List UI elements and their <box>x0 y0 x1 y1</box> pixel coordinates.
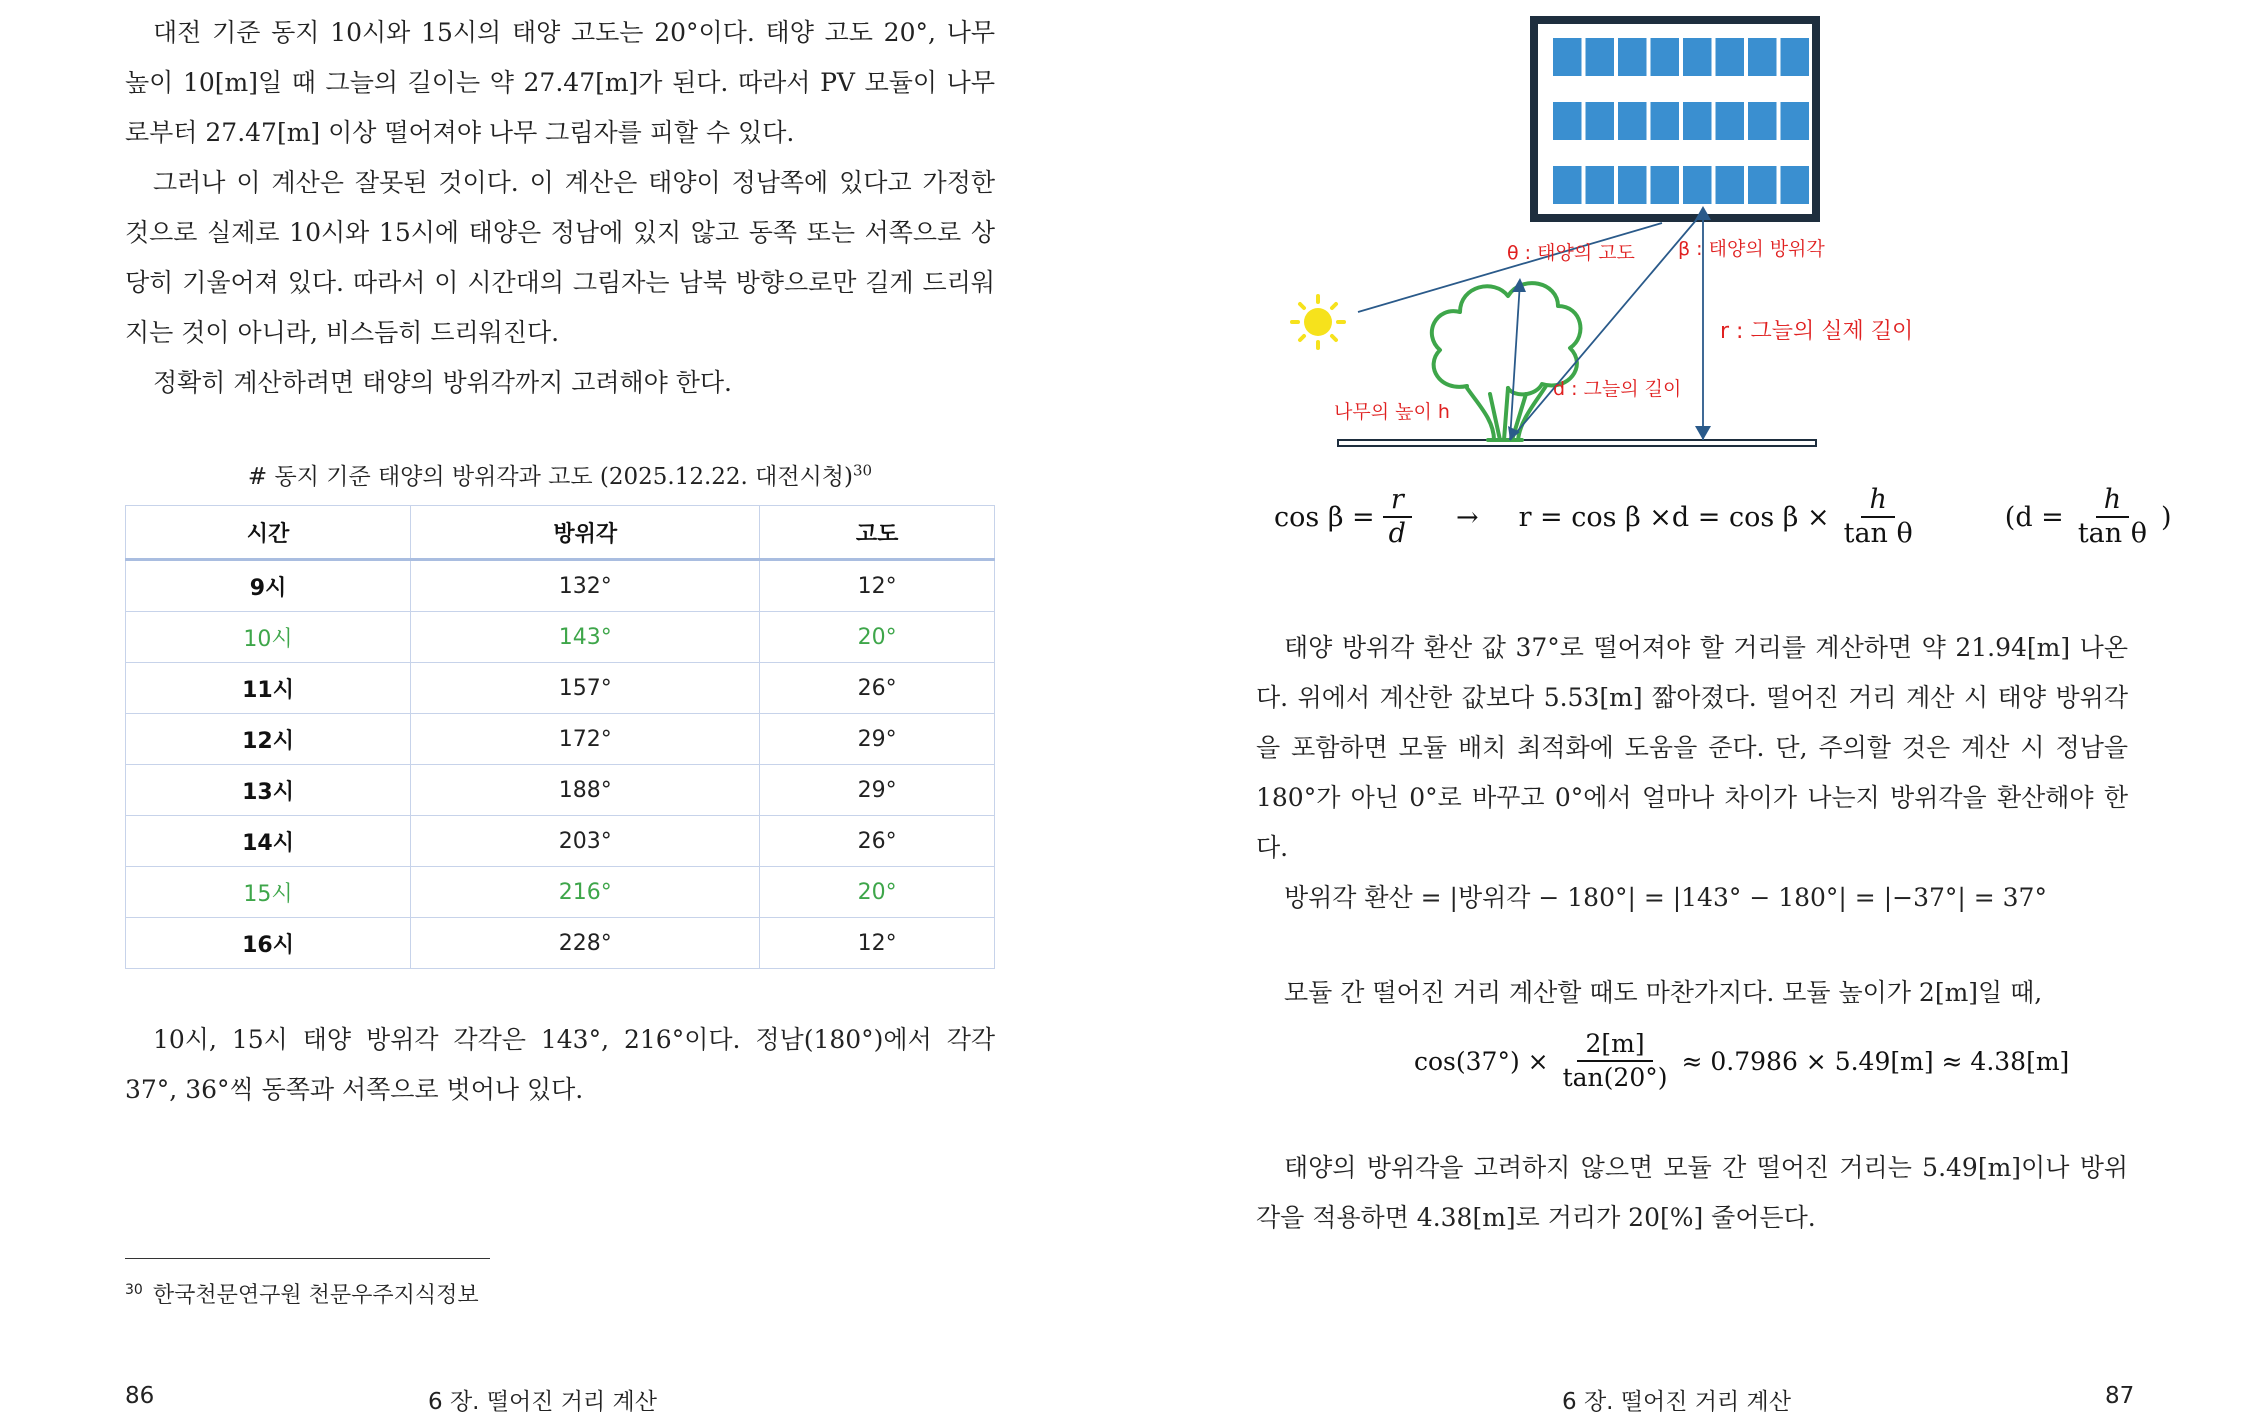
frac3-numerator: h <box>2096 484 2129 518</box>
formula1-paren-close: ) <box>2161 501 2172 533</box>
cell-time: 11시 <box>126 663 411 714</box>
footnote <box>125 1278 479 1309</box>
pv-cell <box>1553 38 1582 76</box>
cell-time: 13시 <box>126 765 411 816</box>
paragraph-wrong-assumption: 그러나 이 계산은 잘못된 것이다. 이 계산은 태양이 정남쪽에 있다고 가정한 것으로 실제로 10시와 15시에 태양은 정남에 있지 않고 동쪽 또는 서쪽으로 상당히 기울어져 있다. 따라서 이 시간대의 그림자는 남북 방향으로만 길게 드리워지는 것이 아니라, 비스듬히 드리워진다. <box>125 168 995 347</box>
pv-cell <box>1716 102 1745 140</box>
cell-altitude: 29° <box>760 765 995 816</box>
cell-azimuth: 188° <box>411 765 760 816</box>
sun-icon <box>1292 296 1344 348</box>
beta-label: β : 태양의 방위각 <box>1678 238 1825 260</box>
cell-time: 16시 <box>126 918 411 969</box>
cell-azimuth: 157° <box>411 663 760 714</box>
page-number-right: 87 <box>2105 1383 2135 1409</box>
paragraph-conclusion: 태양의 방위각을 고려하지 않으면 모듈 간 떨어진 거리는 5.49[m]이나 방위각을 적용하면 4.38[m]로 거리가 20[%] 줄어든다. <box>1256 1153 2128 1232</box>
frac1-numerator: r <box>1383 484 1412 518</box>
paragraph-need-azimuth: 정확히 계산하려면 태양의 방위각까지 고려해야 한다. <box>153 368 732 397</box>
pv-cell <box>1553 102 1582 140</box>
table-row <box>126 612 995 663</box>
frac2-denominator: tan θ <box>1843 518 1913 549</box>
ground-line <box>1338 440 1816 446</box>
r-label: r : 그늘의 실제 길이 <box>1720 319 1914 344</box>
pv-cell <box>1748 38 1777 76</box>
formula1-mid: r = cos β ×d = cos β × <box>1518 501 1830 533</box>
sun-azimuth-altitude-table <box>125 505 995 969</box>
table-row <box>126 765 995 816</box>
pv-cell <box>1683 102 1712 140</box>
page-number-left: 86 <box>125 1383 155 1409</box>
right-paragraph-block-3 <box>1256 1143 2128 1243</box>
cell-azimuth: 203° <box>411 816 760 867</box>
cell-altitude: 29° <box>760 714 995 765</box>
footnote-text: 한국천문연구원 천문우주지식정보 <box>152 1283 479 1308</box>
fraction-d-definition <box>2070 484 2155 550</box>
sunlight-ray <box>1358 223 1662 312</box>
fraction-r-over-d <box>1381 484 1414 550</box>
table-caption-footnote-ref: 30 <box>853 461 873 480</box>
tree-icon <box>1432 283 1581 440</box>
pv-cell <box>1683 38 1712 76</box>
paragraph-azimuth-result: 태양 방위각 환산 값 37°로 떨어져야 할 거리를 계산하면 약 21.94[m] 나온다. 위에서 계산한 값보다 5.53[m] 짧아졌다. 떨어진 거리 계산 시 태양 방위각을 포함하면 모듈 배치 최적화에 도움을 준다. 단, 주의할 것은 계산 시 정남을 180°가 아닌 0°로 바꾸고 0°에서 얼마나 차이가 나는지 방위각을 환산해야 한다. <box>1256 633 2128 862</box>
formula1-lhs: cos β = <box>1274 501 1375 533</box>
header-time: 시간 <box>126 506 411 560</box>
cell-time: 10시 <box>126 612 411 663</box>
cell-time: 9시 <box>126 560 411 612</box>
cell-time: 12시 <box>126 714 411 765</box>
pv-cell <box>1651 38 1680 76</box>
pv-cell <box>1618 38 1647 76</box>
cell-azimuth: 216° <box>411 867 760 918</box>
formula-cos-beta <box>1274 484 2172 550</box>
formula-module-distance <box>1414 1028 2069 1094</box>
frac2-numerator: h <box>1861 484 1894 518</box>
after-table-block <box>125 1015 995 1115</box>
cell-altitude: 26° <box>760 816 995 867</box>
pv-cell <box>1683 166 1712 204</box>
cell-altitude: 20° <box>760 867 995 918</box>
pv-cell <box>1716 166 1745 204</box>
pv-cell <box>1586 166 1615 204</box>
table-row <box>126 918 995 969</box>
footnote-number: 30 <box>125 1281 143 1298</box>
shadow-geometry-diagram <box>1122 0 2244 470</box>
table-row <box>126 663 995 714</box>
table-row <box>126 714 995 765</box>
pv-cell <box>1618 102 1647 140</box>
formula2-lhs: cos(37°) × <box>1414 1046 1549 1076</box>
pv-cell <box>1781 166 1810 204</box>
pv-cell <box>1553 166 1582 204</box>
footnote-divider <box>125 1258 490 1259</box>
table-caption <box>125 458 995 491</box>
frac3-denominator: tan θ <box>2077 518 2147 549</box>
formula2-rhs: ≈ 0.7986 × 5.49[m] ≈ 4.38[m] <box>1681 1046 2070 1076</box>
cell-altitude: 20° <box>760 612 995 663</box>
pv-cell <box>1716 38 1745 76</box>
pv-cell <box>1748 102 1777 140</box>
cell-azimuth: 132° <box>411 560 760 612</box>
cell-time: 14시 <box>126 816 411 867</box>
chapter-title-right: 6 장. 떨어진 거리 계산 <box>1562 1389 1791 1415</box>
theta-label: θ : 태양의 고도 <box>1507 242 1635 264</box>
pv-cell <box>1748 166 1777 204</box>
formula1-paren-open: (d = <box>2004 501 2064 533</box>
pv-cell <box>1651 102 1680 140</box>
right-paragraph-block-1 <box>1256 623 2128 923</box>
cell-altitude: 12° <box>760 560 995 612</box>
cell-altitude: 12° <box>760 918 995 969</box>
formula2-denominator: tan(20°) <box>1562 1063 1668 1092</box>
formula2-numerator: 2[m] <box>1577 1028 1652 1062</box>
d-label: d : 그늘의 길이 <box>1553 378 1682 400</box>
cell-azimuth: 143° <box>411 612 760 663</box>
cell-altitude: 26° <box>760 663 995 714</box>
pv-cell <box>1651 166 1680 204</box>
header-altitude: 고도 <box>760 506 995 560</box>
fraction-2m-over-tan20 <box>1555 1028 1676 1094</box>
table-header-row <box>126 506 995 560</box>
pv-cell <box>1781 102 1810 140</box>
header-azimuth: 방위각 <box>411 506 760 560</box>
cell-azimuth: 172° <box>411 714 760 765</box>
right-paragraph-block-2 <box>1256 968 2128 1018</box>
paragraph-azimuth-offset: 10시, 15시 태양 방위각 각각은 143°, 216°이다. 정남(180°)에서 각각 37°, 36°씩 동쪽과 서쪽으로 벗어나 있다. <box>125 1025 995 1104</box>
chapter-title-left: 6 장. 떨어진 거리 계산 <box>428 1389 657 1415</box>
pv-cell <box>1586 38 1615 76</box>
paragraph-shadow-length: 대전 기준 동지 10시와 15시의 태양 고도는 20°이다. 태양 고도 20°, 나무 높이 10[m]일 때 그늘의 길이는 약 27.47[m]가 된다. 따라서 PV 모듈이 나무로부터 27.47[m] 이상 떨어져야 나무 그림자를 피할 수 있다. <box>125 18 995 147</box>
fraction-h-over-tan <box>1836 484 1921 550</box>
pv-cell <box>1586 102 1615 140</box>
right-page <box>1122 0 2244 1426</box>
cell-time: 15시 <box>126 867 411 918</box>
frac1-denominator: d <box>1388 518 1406 549</box>
cell-azimuth: 228° <box>411 918 760 969</box>
h-label: 나무의 높이 h <box>1334 401 1450 423</box>
table-caption-text: # 동지 기준 태양의 방위각과 고도 (2025.12.22. 대전시청) <box>247 464 853 490</box>
table-row <box>126 867 995 918</box>
table-row <box>126 816 995 867</box>
table-row <box>126 560 995 612</box>
pv-cell <box>1781 38 1810 76</box>
pv-cell <box>1618 166 1647 204</box>
paragraph-module-distance: 모듈 간 떨어진 거리 계산할 때도 마찬가지다. 모듈 높이가 2[m]일 때, <box>1284 978 2043 1007</box>
arrow-symbol: → <box>1455 501 1479 533</box>
azimuth-conversion-line: 방위각 환산 = |방위각 − 180°| = |143° − 180°| = |−37°| = 37° <box>1284 883 2047 912</box>
intro-paragraphs <box>125 8 995 408</box>
